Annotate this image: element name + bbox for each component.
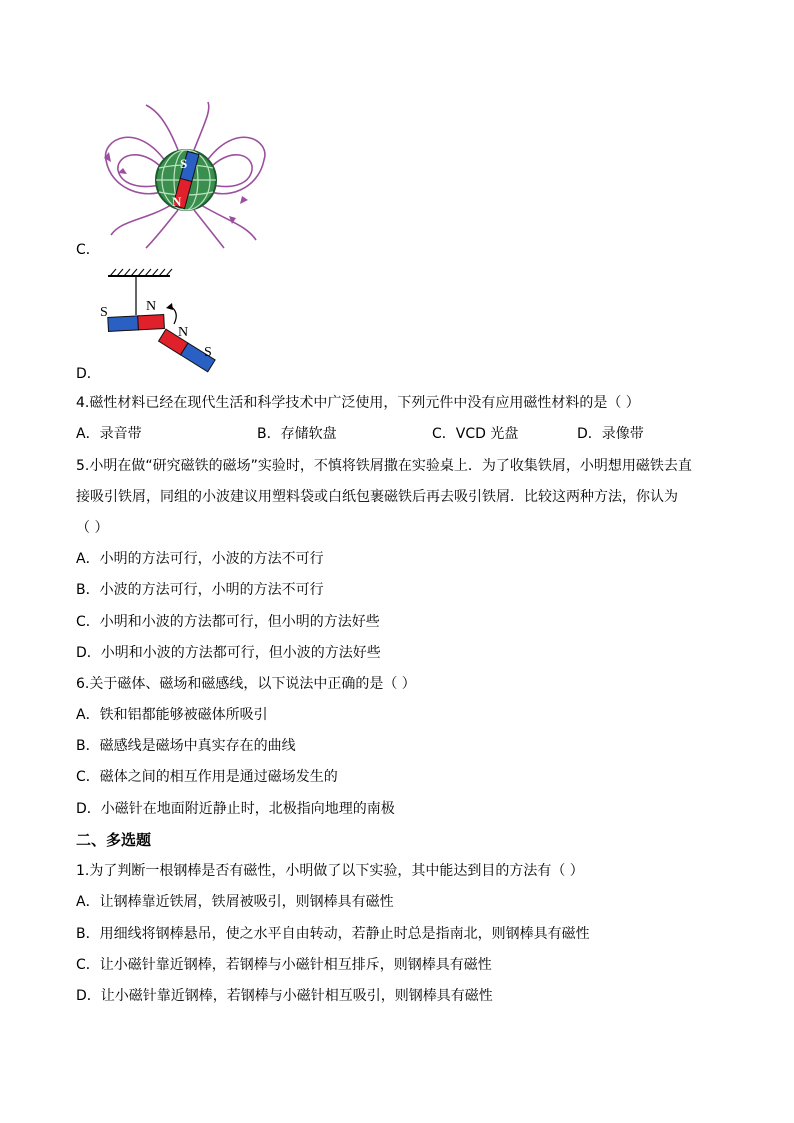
- option-d-label: D．: [76, 366, 101, 382]
- q5-option-a: A．小明的方法可行，小波的方法不可行: [76, 551, 324, 567]
- q4-option-b: B．存储软盘: [257, 426, 337, 442]
- magnet2-n-label: N: [178, 325, 189, 340]
- rotation-arrow-icon: [166, 303, 173, 310]
- q5-option-b: B．小波的方法可行，小明的方法不可行: [76, 582, 324, 598]
- earth-magnetic-field-figure: [96, 100, 276, 250]
- s2-q1-option-d: D．让小磁针靠近钢棒，若钢棒与小磁针相互吸引，则钢棒具有磁性: [76, 988, 493, 1004]
- q5-option-c: C．小明和小波的方法都可行，但小明的方法好些: [76, 614, 380, 630]
- q4-stem: 4.磁性材料已经在现代生活和科学技术中广泛使用，下列元件中没有应用磁性材料的是（ ）: [76, 395, 640, 411]
- q6-option-c: C．磁体之间的相互作用是通过磁场发生的: [76, 769, 338, 785]
- s2-q1-option-a: A．让钢棒靠近铁屑，铁屑被吸引，则钢棒具有磁性: [76, 894, 394, 910]
- suspended-magnet-figure: [100, 266, 240, 376]
- section-heading: 二、多选题: [76, 831, 152, 849]
- q6-option-a: A．铁和铝都能够被磁体所吸引: [76, 707, 268, 723]
- magnet2-s-label: S: [204, 345, 212, 360]
- q4-option-a: A．录音带: [76, 426, 142, 442]
- q4-option-d: D．录像带: [577, 426, 644, 442]
- globe-pole-s-label: S: [180, 156, 188, 171]
- s2-q1-option-c: C．让小磁针靠近钢棒，若钢棒与小磁针相互排斥，则钢棒具有磁性: [76, 957, 492, 973]
- s2-q1-stem: 1.为了判断一根钢棒是否有磁性，小明做了以下实验，其中能达到目的方法有（ ）: [76, 863, 584, 879]
- q6-option-d: D．小磁针在地面附近静止时，北极指向地理的南极: [76, 801, 395, 817]
- q5-option-d: D．小明和小波的方法都可行，但小波的方法好些: [76, 645, 381, 661]
- s2-q1-option-b: B．用细线将钢棒悬吊，使之水平自由转动，若静止时总是指南北，则钢棒具有磁性: [76, 926, 590, 942]
- q5-stem-line-3: （ ）: [76, 520, 109, 536]
- q5-stem-line-1: 5.小明在做“研究磁铁的磁场”实验时，不慎将铁屑撒在实验桌上．为了收集铁屑，小明想用磁铁去直: [76, 458, 692, 474]
- q4-option-c: C．VCD 光盘: [432, 426, 519, 442]
- q6-stem: 6.关于磁体、磁场和磁感线，以下说法中正确的是（ ）: [76, 676, 416, 692]
- q6-option-b: B．磁感线是磁场中真实存在的曲线: [76, 738, 296, 754]
- option-c-label: C．: [76, 242, 100, 258]
- magnet1-n-label: N: [146, 299, 157, 314]
- q5-stem-line-2: 接吸引铁屑，同组的小波建议用塑料袋或白纸包裹磁铁后再去吸引铁屑．比较这两种方法，你认为: [76, 489, 678, 505]
- globe-pole-n-label: N: [172, 194, 182, 209]
- magnet1-s-label: S: [100, 305, 108, 320]
